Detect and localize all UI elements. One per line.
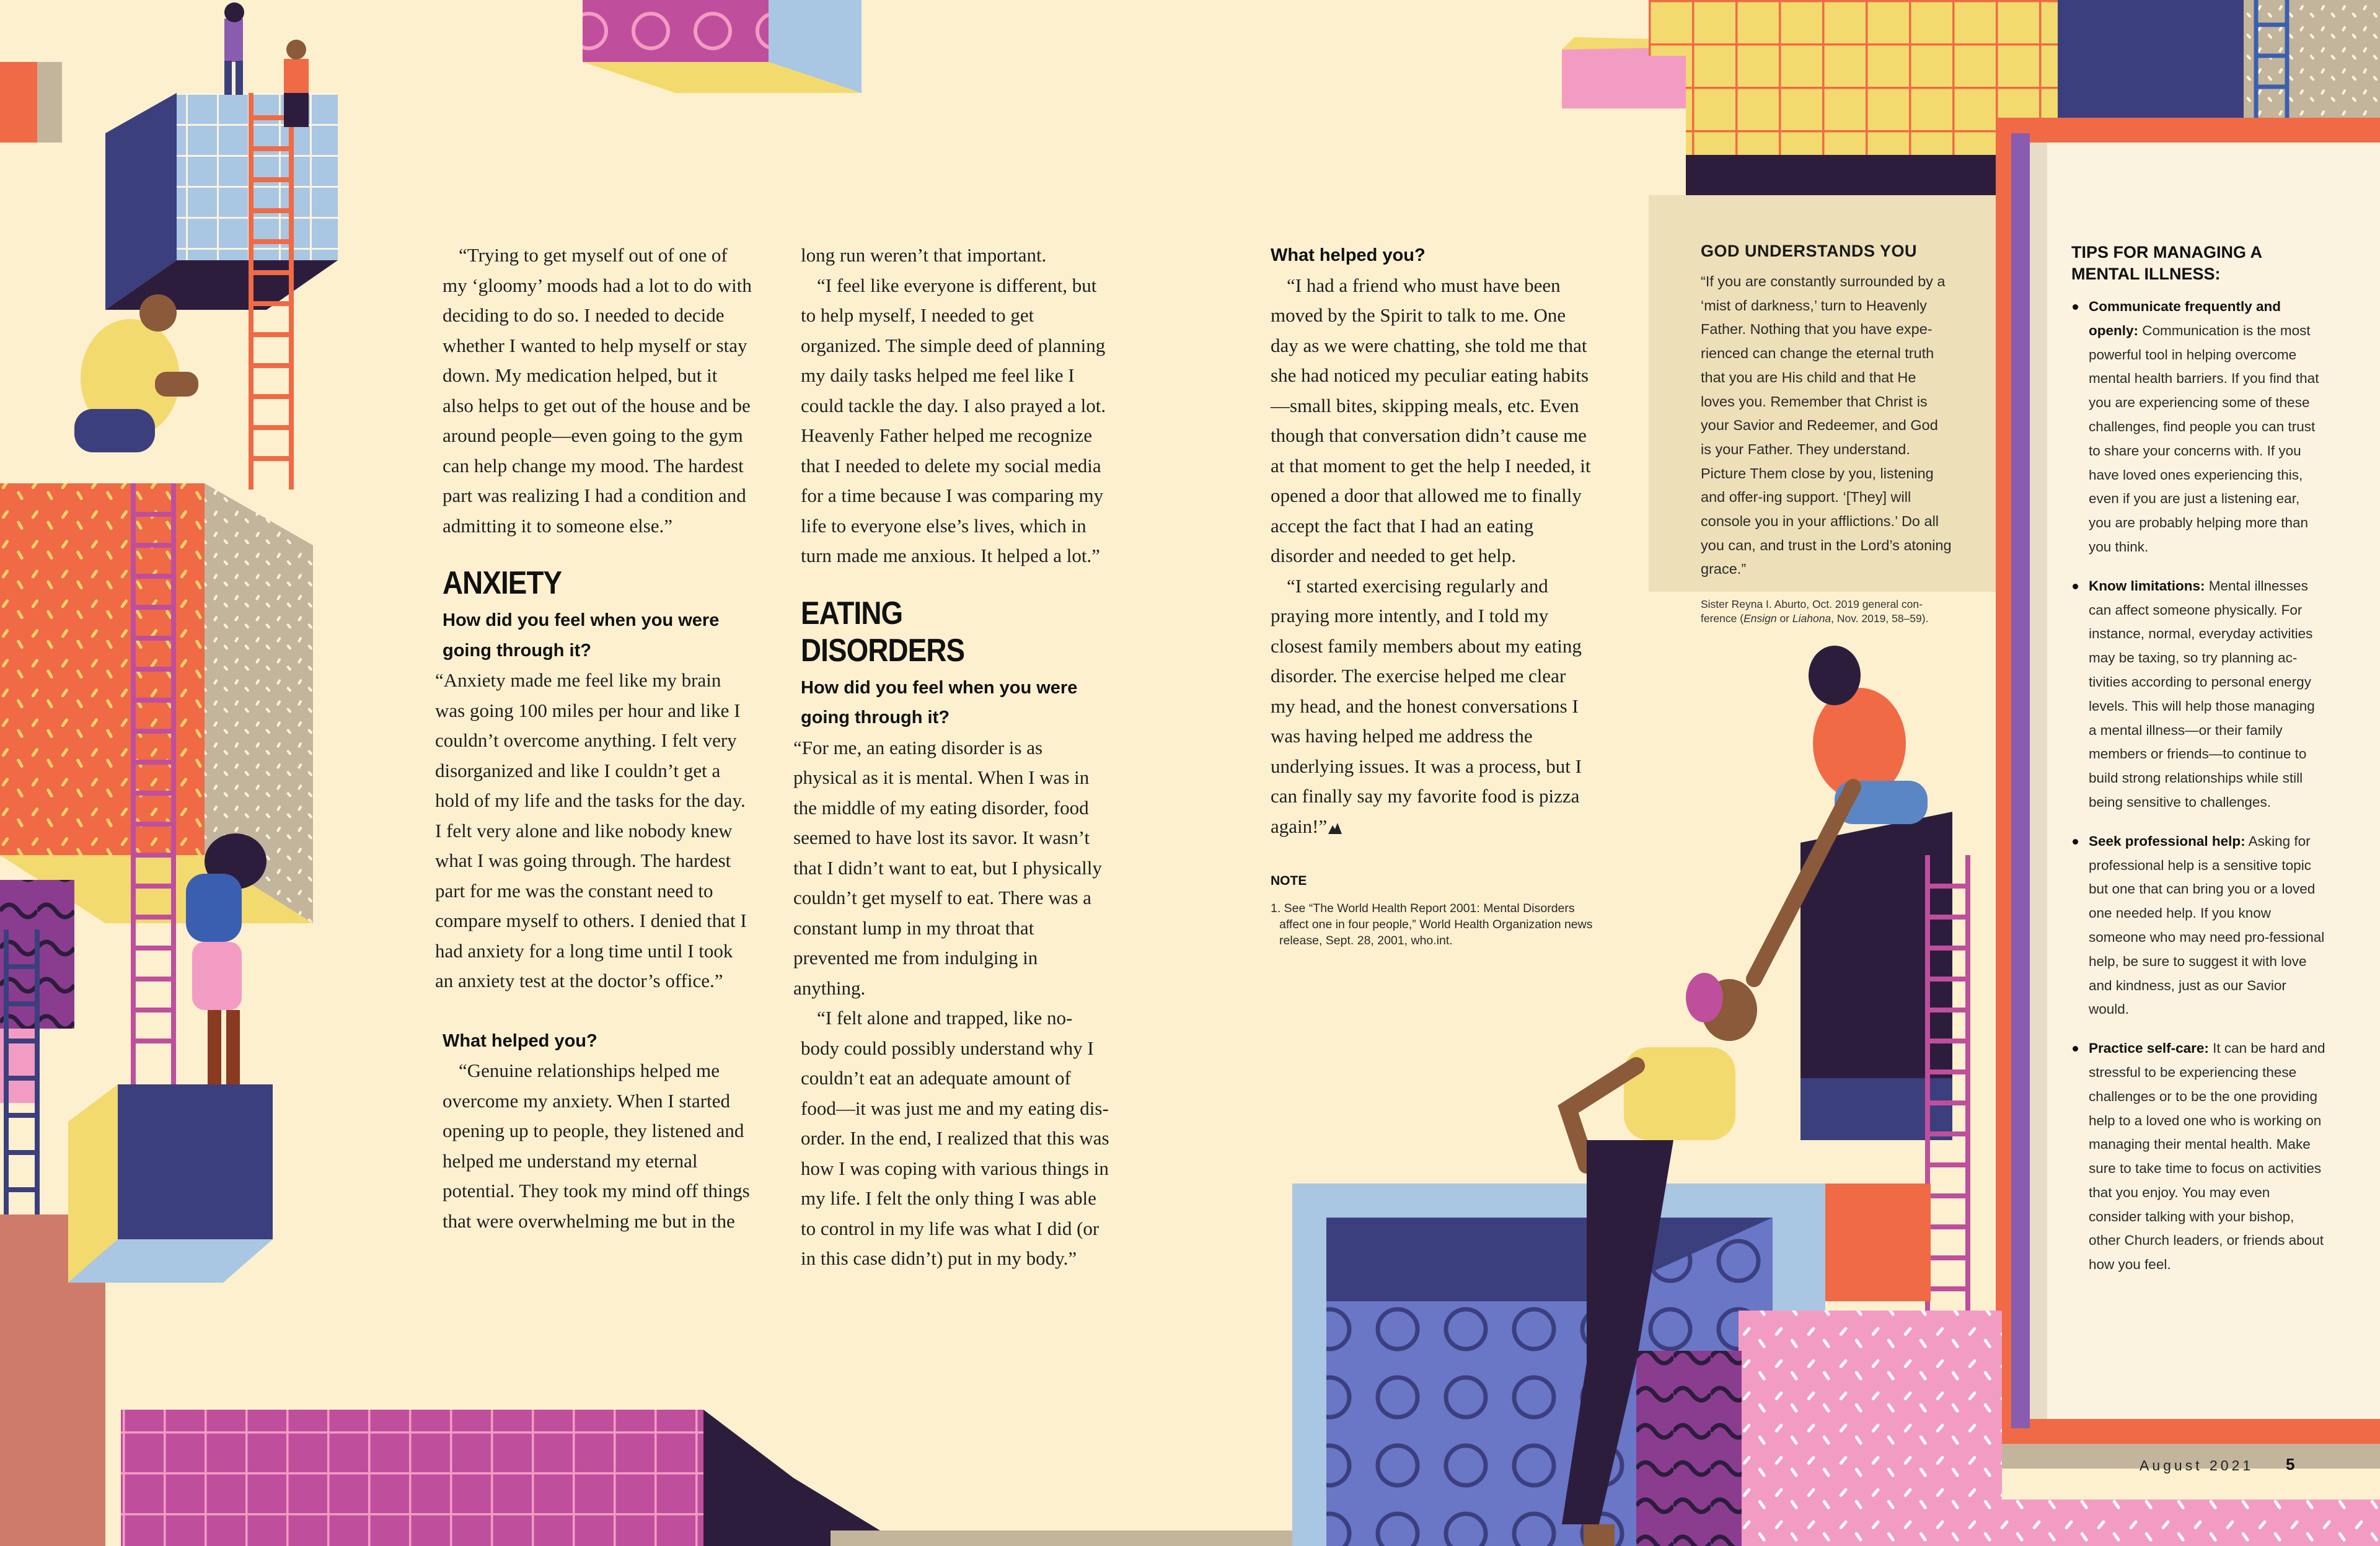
end-mark-icon — [1327, 822, 1343, 834]
anxiety-question-2: What helped you? — [443, 1030, 597, 1051]
issue-date: August 2021 — [2140, 1457, 2254, 1474]
eating-question-1: How did you feel when you were going through it? — [801, 677, 1078, 727]
tip-item: Practice self-care: It can be hard and stressful to be experiencing these challenges or to be the one providing help to a loved one who is working on managing their mental health. Make sure to take time to focus on activities that you enjoy. You may even consider talking with your bishop, other Church leaders, or friends about how you feel. — [2071, 1037, 2325, 1277]
tips-list — [2071, 295, 2325, 1277]
anxiety-question-1: How did you feel when you were going through it? — [443, 610, 720, 661]
anxiety-answer-2: “Genuine relationships helped me overcome my anxiety. When I started opening up to people, they listened and helped me understand my eternal potential. They took my mind off things that were overwhelming me but in the — [443, 1060, 750, 1232]
column2-paragraph: “I feel like everyone is different, but to help myself, I needed to get organized. The simple deed of planning my daily tasks helped me feel like I could tackle the day. I also prayed a lot. Heavenly Father helped me recognize that I needed to delete my social media for a time because I was comparing my life to everyone else’s lives, which in turn made me anxious. It helped a lot.” — [801, 274, 1106, 566]
tip-item: Know limitations: Mental illnesses can affect someone physically. For instance, normal, everyday activities may be taxing, so try planning ac-tivities according to personal energy levels. This will help those managing a mental illness—or their family members or friends—to continue to build strong relationships while still being sensitive to challenges. — [2071, 574, 2325, 815]
tip-item: Seek professional help: Asking for professional help is a sensitive topic but one that can bring you or a loved one needed help. If you know someone who may need pro-fessional help, be sure to suggest it with love and kindness, just as our Savior would. — [2071, 830, 2325, 1022]
anxiety-heading: ANXIETY — [443, 565, 562, 601]
sidebar-title: GOD UNDERSTANDS YOU — [1701, 242, 1918, 260]
page-number: 5 — [2286, 1455, 2295, 1474]
column-3 — [1271, 240, 1593, 949]
eating-answer-1b: “I felt alone and trapped, like no-body could possibly understand why I couldn’t eat an adequate amount of food—it was just me and my eating dis-order. In the end, I realized that this was how I was coping with various things in my life. I felt the only thing I was able to control in my life was what I did (or in this case didn’t) put in my body.” — [801, 1007, 1109, 1269]
sidebar-god-understands — [1701, 242, 1952, 626]
eating-answer-2: “I had a friend who must have been moved by the Spirit to talk to me. One day as we were chatting, she told me that she had noticed my peculiar eating habits—small bites, skipping meals, etc. Even though that conversation didn’t cause me at that moment to get the help I needed, it opened a door that allowed me to finally accept the fact that I had an eating disorder and needed to get help. — [1271, 274, 1591, 566]
tip-item: Communicate frequently and openly: Communication is the most powerful tool in helping overcome mental health barriers. If you find that you are experiencing some of these challenges, find people you can trust to share your concerns with. If you have loved ones experiencing this, even if you are just a listening ear, you are probably helping more than you think. — [2071, 295, 2325, 560]
eating-answer-3: “I started exercising regularly and praying more intently, and I told my closest family members about my eating disorder. The exercise helped me clear my head, and the honest conversations I was having helped me address the underlying issues. It was a process, but I can finally say my favorite food is pizza again!” — [1271, 574, 1582, 837]
note-text: 1. See “The World Health Report 2001: Mental Disorders affect one in four people,” World Health Organization news release, Sept. 28, 2001, who.int. — [1271, 901, 1593, 947]
sidebar-quote: “If you are constantly surrounded by a ‘mist of darkness,’ turn to Heavenly Father. Nothing that you have expe-rienced can change the eternal truth that you are His child and that He loves you. Remember that Christ is your Savior and Redeemer, and God is your Father. They understand. Picture Them close by you, listening and offer-ing support. ‘[They] will console you in your afflictions.’ Do all you can, and trust in the Lord’s atoning grace.” — [1701, 273, 1952, 578]
column-1 — [435, 240, 752, 1236]
tips-title: TIPS FOR MANAGING A MENTAL ILLNESS: — [2071, 243, 2262, 283]
note-title: NOTE — [1271, 874, 1307, 888]
sidebar-citation: Sister Reyna I. Aburto, Oct. 2019 general con-ference (Ensign or Liahona, Nov. 2019, 58–59). — [1701, 598, 1929, 625]
eating-answer-1: “For me, an eating disorder is as physical as it is mental. When I was in the middle of my eating disorder, food seemed to have lost its savor. It wasn’t that I didn’t want to eat, but I physically couldn’t get myself to eat. There was a constant lump in my throat that prevented me from indulging in anything. — [793, 736, 1102, 999]
anxiety-answer-1: “Anxiety made me feel like my brain was going 100 miles per hour and like I couldn’t overcome anything. I felt very disorganized and like I couldn’t get a hold of my life and the tasks for the day. I felt very alone and like nobody knew what I was going through. The hardest part for me was the constant need to compare myself to others. I denied that I had anxiety for a long time until I took an anxiety test at the doctor’s office.” — [435, 669, 747, 991]
column-2 — [793, 240, 1111, 1274]
eating-disorders-heading: EATING DISORDERS — [801, 595, 965, 669]
eating-question-2: What helped you? — [1271, 245, 1426, 265]
column1-intro: “Trying to get myself out of one of my ‘gloomy’ moods had a lot to do with deciding to do so. I needed to decide whether I wanted to help myself or stay down. My medication helped, but it also helps to get out of the house and be around people—even going to the gym can help change my mood. The hardest part was realizing I had a condition and admitting it to someone else.” — [443, 244, 752, 537]
tips-panel — [2071, 242, 2325, 1277]
column2-continuation: long run weren’t that important. — [801, 244, 1047, 266]
